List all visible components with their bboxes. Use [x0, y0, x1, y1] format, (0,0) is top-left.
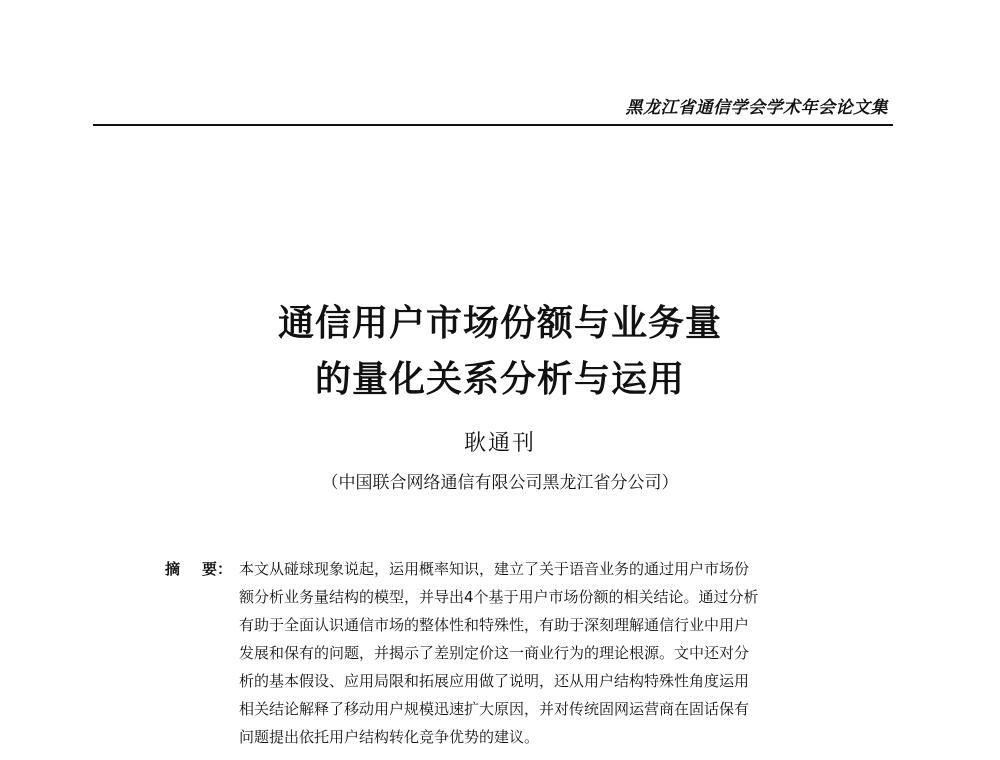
header-rule	[93, 124, 893, 126]
abstract-body	[239, 555, 839, 751]
paper-title	[0, 295, 1000, 407]
author-name: 耿通刊	[463, 431, 536, 456]
abstract-label	[165, 555, 232, 583]
abstract-line: 有助于全面认识通信市场的整体性和特殊性，有助于深刻理解通信行业中用户	[239, 616, 750, 634]
abstract-line: 析的基本假设、应用局限和拓展应用做了说明，还从用户结构特殊性角度运用	[239, 672, 750, 690]
paper-title-line: 通信用户市场份额与业务量	[277, 302, 722, 344]
paper-title-line: 的量化关系分析与运用	[314, 358, 685, 400]
abstract-line: 相关结论解释了移动用户规模迅速扩大原因，并对传统固网运营商在固话保有	[239, 700, 750, 718]
abstract-line: 问题提出依托用户结构转化竞争优势的建议。	[239, 728, 540, 746]
abstract-label-second: 要：	[202, 560, 233, 578]
author-affiliation: （中国联合网络通信有限公司黑龙江省分公司）	[321, 473, 679, 493]
abstract-label-first: 摘	[165, 560, 181, 578]
abstract-line: 本文从碰球现象说起，运用概率知识，建立了关于语音业务的通过用户市场份	[239, 560, 750, 578]
running-header: 黑龙江省通信学会学术年会论文集	[625, 98, 888, 118]
abstract-line: 额分析业务量结构的模型，并导出4个基于用户市场份额的相关结论。通过分析	[239, 588, 759, 606]
abstract-line: 发展和保有的问题，并揭示了差别定价这一商业行为的理论根源。文中还对分	[239, 644, 750, 662]
